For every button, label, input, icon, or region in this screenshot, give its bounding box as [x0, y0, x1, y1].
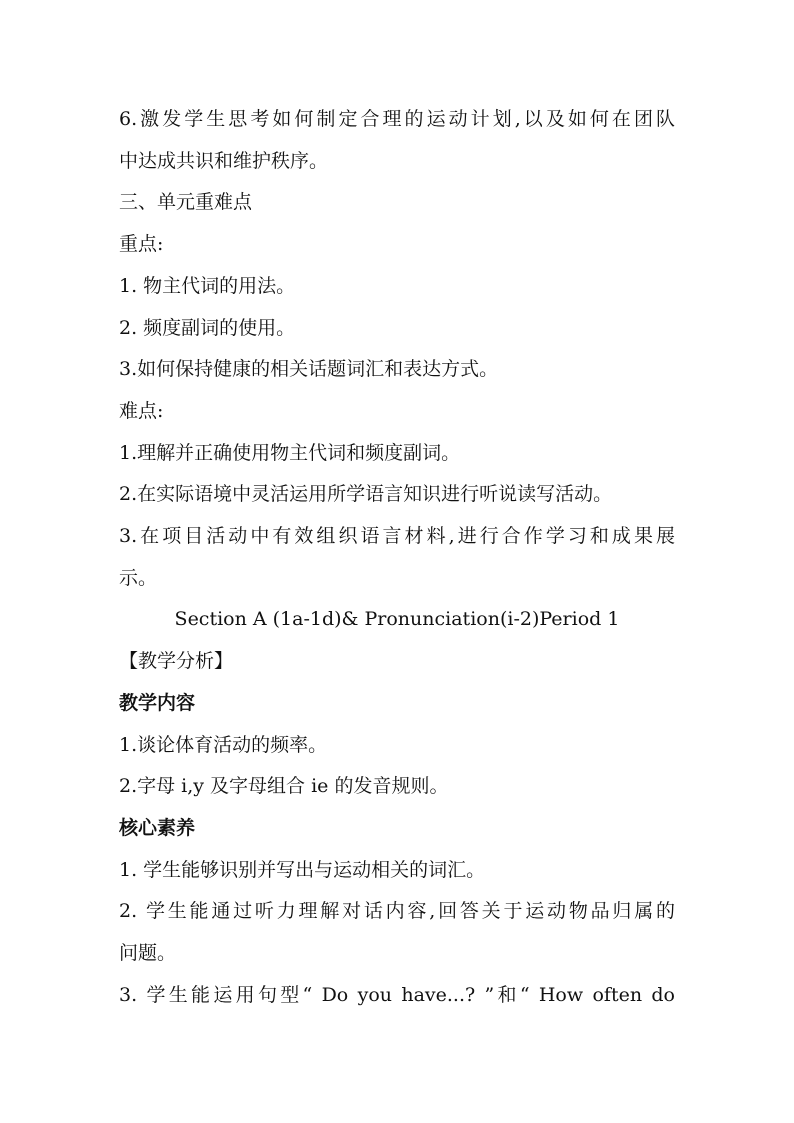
difficult-point-3: 3.在项目活动中有效组织语言材料,进行合作学习和成果展	[119, 525, 675, 547]
heading-teaching-content: 教学内容	[119, 692, 196, 714]
competency-item-3: 3. 学生能运用句型“ Do you have...? ”和“ How often do	[119, 984, 675, 1006]
label-key-points: 重点:	[119, 233, 164, 255]
text-line-goal-6: 6.激发学生思考如何制定合理的运动计划,以及如何在团队	[119, 108, 675, 130]
section-heading-key-points: 三、单元重难点	[119, 191, 253, 213]
heading-core-competencies: 核心素养	[119, 817, 196, 839]
section-title: Section A (1a-1d)& Pronunciation(i-2)Period 1	[174, 608, 620, 630]
text-line-goal-6-cont: 中达成共识和维护秩序。	[119, 150, 329, 172]
difficult-point-2: 2.在实际语境中灵活运用所学语言知识进行听说读写活动。	[119, 483, 613, 505]
label-difficult-points: 难点:	[119, 400, 164, 422]
difficult-point-1: 1.理解并正确使用物主代词和频度副词。	[119, 442, 461, 464]
competency-item-1: 1. 学生能够识别并写出与运动相关的词汇。	[119, 859, 486, 881]
key-point-1: 1. 物主代词的用法。	[119, 275, 296, 297]
key-point-2: 2. 频度副词的使用。	[119, 317, 296, 339]
key-point-3: 3.如何保持健康的相关话题词汇和表达方式。	[119, 358, 499, 380]
competency-item-2-cont: 问题。	[119, 942, 177, 964]
difficult-point-3-cont: 示。	[119, 567, 158, 589]
heading-teaching-analysis: 【教学分析】	[119, 650, 234, 672]
content-item-2: 2.字母 i,y 及字母组合 ie 的发音规则。	[119, 775, 449, 797]
competency-item-2: 2. 学生能通过听力理解对话内容,回答关于运动物品归属的	[119, 900, 675, 922]
content-item-1: 1.谈论体育活动的频率。	[119, 734, 328, 756]
